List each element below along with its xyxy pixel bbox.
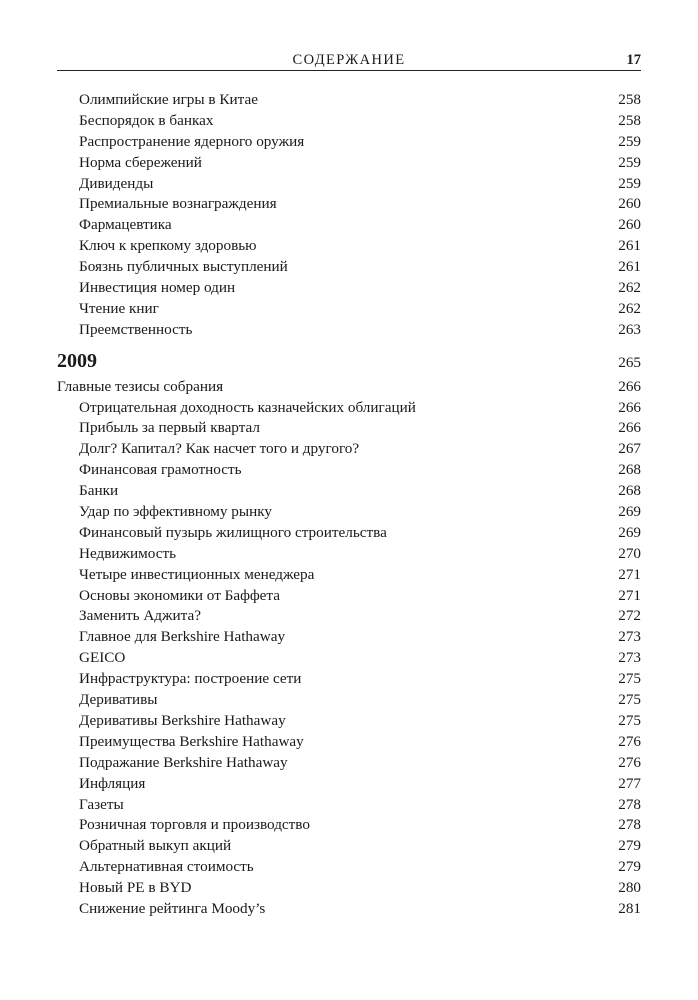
toc-entry-page: 259 (618, 174, 641, 192)
year-title: 2009 (57, 349, 97, 372)
toc-entry-page: 263 (618, 320, 641, 338)
toc-entry (57, 215, 641, 236)
toc-entry (57, 586, 641, 607)
toc-entry-title: Обратный выкуп акций (79, 837, 232, 855)
toc-entry-page: 266 (618, 419, 641, 437)
toc-entry-title: Прибыль за первый квартал (79, 419, 260, 437)
page-number: 17 (626, 52, 641, 68)
toc-entry-title: Заменить Аджита? (79, 607, 201, 625)
toc-entry-page: 262 (618, 279, 641, 297)
toc-entry (57, 111, 641, 132)
toc-entry-page: 268 (618, 482, 641, 500)
toc-entry-page: 275 (618, 670, 641, 688)
toc-entry (57, 878, 641, 899)
toc-entry-title: Преемственность (79, 320, 193, 338)
toc-entry-page: 269 (618, 503, 641, 521)
toc-entry (57, 502, 641, 523)
toc-entry-page: 276 (618, 732, 641, 750)
toc-entry-page: 276 (618, 753, 641, 771)
toc-entry-page: 271 (618, 565, 641, 583)
toc-entry-title: Ключ к крепкому здоровью (79, 237, 257, 255)
toc-section (57, 377, 641, 398)
toc-entry-title: Чтение книг (79, 299, 159, 317)
toc-entry (57, 153, 641, 174)
toc-entry (57, 439, 641, 460)
toc-entry-page: 260 (618, 195, 641, 213)
toc-entry-title: GEICO (79, 649, 126, 667)
toc-entry (57, 565, 641, 586)
toc-entry-title: Банки (79, 482, 119, 500)
toc-entry (57, 690, 641, 711)
toc-entry (57, 669, 641, 690)
toc-entry-title: Главное для Berkshire Hathaway (79, 628, 286, 646)
toc-entry-page: 275 (618, 711, 641, 729)
toc-entry (57, 257, 641, 278)
toc-entry-title: Фармацевтика (79, 216, 172, 234)
toc-entry-title: Беспорядок в банках (79, 111, 214, 129)
toc-entry-title: Преимущества Berkshire Hathaway (79, 732, 304, 750)
toc-entry (57, 606, 641, 627)
toc-entry (57, 627, 641, 648)
toc-entry (57, 732, 641, 753)
toc-entry-page: 279 (618, 858, 641, 876)
toc-entry (57, 836, 641, 857)
toc-entry-title: Финансовая грамотность (79, 461, 242, 479)
toc-entry-title: Газеты (79, 795, 124, 813)
toc-entry-page: 266 (618, 398, 641, 416)
toc-entry (57, 418, 641, 439)
table-of-contents (57, 90, 641, 920)
toc-entry-page: 259 (618, 153, 641, 171)
toc-entry (57, 857, 641, 878)
toc-entry-page: 280 (618, 879, 641, 897)
toc-entry-page: 269 (618, 523, 641, 541)
toc-entry-page: 277 (618, 774, 641, 792)
toc-entry-title: Недвижимость (79, 544, 177, 562)
toc-entry (57, 460, 641, 481)
toc-entry-page: 261 (618, 237, 641, 255)
toc-entry-title: Удар по эффективному рынку (79, 503, 272, 521)
toc-entry (57, 899, 641, 920)
toc-entry-page: 273 (618, 628, 641, 646)
toc-entry-page: 260 (618, 216, 641, 234)
toc-entry-page: 268 (618, 461, 641, 479)
toc-entry (57, 132, 641, 153)
toc-entry (57, 753, 641, 774)
toc-entry-page: 258 (618, 91, 641, 108)
page-header (57, 52, 641, 71)
toc-entry-title: Розничная торговля и производство (79, 816, 310, 834)
toc-entry (57, 278, 641, 299)
toc-entry-page: 275 (618, 691, 641, 709)
toc-entry (57, 299, 641, 320)
toc-entry-title: Инвестиция номер один (79, 279, 236, 297)
toc-entry-title: Финансовый пузырь жилищного строительства (79, 523, 387, 541)
toc-entry-page: 279 (618, 837, 641, 855)
toc-entry-page: 259 (618, 132, 641, 150)
toc-entry (57, 174, 641, 195)
toc-entry (57, 236, 641, 257)
toc-entry (57, 398, 641, 419)
section-title: Главные тезисы собрания (57, 377, 224, 395)
toc-entry (57, 774, 641, 795)
toc-entry (57, 648, 641, 669)
toc-entry-title: Отрицательная доходность казначейских облигаций (79, 398, 416, 416)
toc-entry (57, 320, 641, 341)
toc-entry-title: Четыре инвестиционных менеджера (79, 565, 315, 583)
toc-entry-title: Снижение рейтинга Moody’s (79, 899, 266, 917)
toc-entry-title: Боязнь публичных выступлений (79, 258, 288, 276)
toc-entry-page: 273 (618, 649, 641, 667)
toc-entry-title: Олимпийские игры в Китае (79, 91, 258, 108)
toc-entry-title: Деривативы (79, 691, 158, 709)
section-page: 266 (618, 377, 641, 395)
toc-entry (57, 815, 641, 836)
toc-entry (57, 795, 641, 816)
toc-entry-page: 272 (618, 607, 641, 625)
toc-entry-page: 278 (618, 795, 641, 813)
toc-entry-title: Подражание Berkshire Hathaway (79, 753, 288, 771)
toc-entry-page: 281 (618, 899, 641, 917)
toc-entry-page: 267 (618, 440, 641, 458)
toc-entry-title: Новый PE в BYD (79, 879, 192, 897)
toc-entry-page: 261 (618, 258, 641, 276)
toc-entry (57, 481, 641, 502)
toc-entry-title: Инфляция (79, 774, 146, 792)
toc-entry (57, 90, 641, 111)
toc-entry (57, 194, 641, 215)
toc-entry-title: Альтернативная стоимость (79, 858, 254, 876)
year-page: 265 (618, 353, 641, 371)
toc-entry-page: 258 (618, 111, 641, 129)
toc-entry-title: Деривативы Berkshire Hathaway (79, 711, 286, 729)
toc-entry-title: Инфраструктура: построение сети (79, 670, 302, 688)
toc-entry-title: Основы экономики от Баффета (79, 586, 280, 604)
toc-entry-title: Премиальные вознаграждения (79, 195, 277, 213)
toc-entry (57, 544, 641, 565)
toc-entry-page: 278 (618, 816, 641, 834)
toc-entry (57, 523, 641, 544)
toc-entry-title: Норма сбережений (79, 153, 202, 171)
toc-entry-page: 271 (618, 586, 641, 604)
header-title: СОДЕРЖАНИЕ (292, 52, 406, 68)
toc-entry-title: Распространение ядерного оружия (79, 132, 305, 150)
toc-entry (57, 711, 641, 732)
toc-entry-title: Долг? Капитал? Как насчет того и другого? (79, 440, 360, 458)
toc-entry-title: Дивиденды (79, 174, 154, 192)
toc-entry-page: 262 (618, 299, 641, 317)
toc-entry-page: 270 (618, 544, 641, 562)
toc-year-heading (57, 345, 641, 377)
